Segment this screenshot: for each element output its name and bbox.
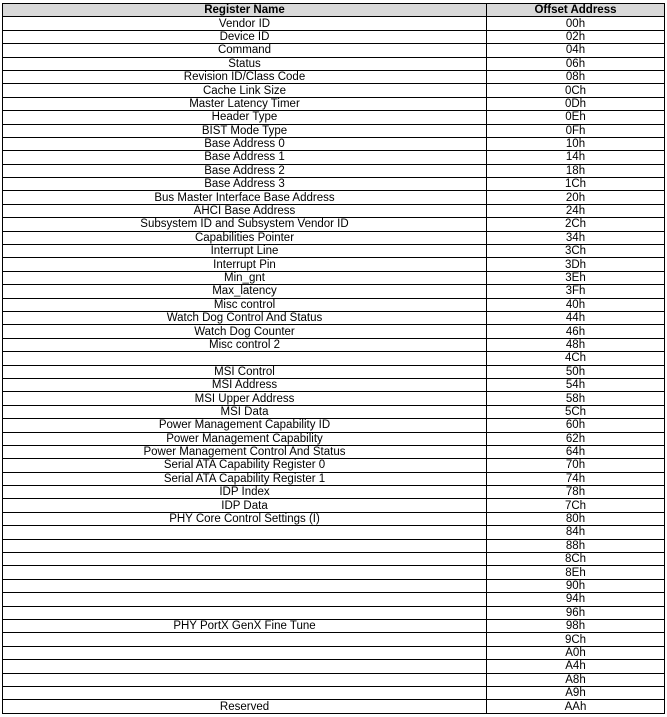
header-offset-address: Offset Address: [487, 4, 665, 17]
table-row: [3, 285, 665, 298]
table-row: [3, 70, 665, 83]
offset-address-cell: 00h: [487, 17, 665, 30]
offset-address-cell: 02h: [487, 30, 665, 43]
register-name-cell: AHCI Base Address: [3, 204, 487, 217]
register-name-cell: Bus Master Interface Base Address: [3, 191, 487, 204]
table-row: [3, 606, 665, 619]
offset-address-cell: 08h: [487, 70, 665, 83]
table-row: [3, 365, 665, 378]
table-row: [3, 57, 665, 70]
register-name-cell: Power Management Capability ID: [3, 419, 487, 432]
register-name-cell: [3, 566, 487, 579]
offset-address-cell: 0Fh: [487, 124, 665, 137]
table-row: [3, 660, 665, 673]
table-row: [3, 579, 665, 592]
offset-address-cell: A4h: [487, 660, 665, 673]
offset-address-cell: 4Ch: [487, 352, 665, 365]
offset-address-cell: A8h: [487, 673, 665, 686]
register-name-cell: [3, 660, 487, 673]
offset-address-cell: 8Eh: [487, 566, 665, 579]
offset-address-cell: 62h: [487, 432, 665, 445]
offset-address-cell: 80h: [487, 512, 665, 525]
offset-address-cell: 04h: [487, 44, 665, 57]
table-row: [3, 553, 665, 566]
register-name-cell: Reserved: [3, 700, 487, 713]
register-name-cell: Capabilities Pointer: [3, 231, 487, 244]
offset-address-cell: 24h: [487, 204, 665, 217]
offset-address-cell: 48h: [487, 338, 665, 351]
table-row: [3, 231, 665, 244]
table-row: [3, 700, 665, 713]
offset-address-cell: 40h: [487, 298, 665, 311]
register-name-cell: Serial ATA Capability Register 1: [3, 472, 487, 485]
register-name-cell: [3, 686, 487, 699]
table-row: [3, 298, 665, 311]
table-row: [3, 191, 665, 204]
register-name-cell: [3, 553, 487, 566]
offset-address-cell: 3Ch: [487, 245, 665, 258]
offset-address-cell: 7Ch: [487, 499, 665, 512]
register-name-cell: Base Address 2: [3, 164, 487, 177]
offset-address-cell: 58h: [487, 392, 665, 405]
register-name-cell: MSI Data: [3, 405, 487, 418]
offset-address-cell: 8Ch: [487, 553, 665, 566]
register-name-cell: Base Address 0: [3, 137, 487, 150]
table-row: [3, 178, 665, 191]
table-row: [3, 30, 665, 43]
register-name-cell: Interrupt Line: [3, 245, 487, 258]
table-row: [3, 405, 665, 418]
table-row: [3, 432, 665, 445]
offset-address-cell: 5Ch: [487, 405, 665, 418]
table-row: [3, 258, 665, 271]
register-name-cell: Vendor ID: [3, 17, 487, 30]
register-name-cell: Base Address 3: [3, 178, 487, 191]
register-name-cell: [3, 606, 487, 619]
register-name-cell: IDP Index: [3, 486, 487, 499]
register-table-body: [3, 17, 665, 713]
table-row: [3, 245, 665, 258]
table-row: [3, 352, 665, 365]
table-row: [3, 459, 665, 472]
table-row: [3, 539, 665, 552]
table-row: [3, 338, 665, 351]
register-name-cell: [3, 539, 487, 552]
table-row: [3, 17, 665, 30]
register-name-cell: Header Type: [3, 111, 487, 124]
offset-address-cell: 46h: [487, 325, 665, 338]
table-row: [3, 44, 665, 57]
register-name-cell: Power Management Control And Status: [3, 445, 487, 458]
offset-address-cell: 0Ch: [487, 84, 665, 97]
offset-address-cell: 54h: [487, 378, 665, 391]
register-name-cell: [3, 352, 487, 365]
offset-address-cell: 94h: [487, 593, 665, 606]
offset-address-cell: 3Eh: [487, 271, 665, 284]
table-row: [3, 392, 665, 405]
register-name-cell: PHY Core Control Settings (I): [3, 512, 487, 525]
table-row: [3, 619, 665, 632]
offset-address-cell: A9h: [487, 686, 665, 699]
table-row: [3, 111, 665, 124]
offset-address-cell: 98h: [487, 619, 665, 632]
offset-address-cell: 20h: [487, 191, 665, 204]
register-table: [2, 3, 665, 714]
register-name-cell: [3, 633, 487, 646]
register-name-cell: IDP Data: [3, 499, 487, 512]
offset-address-cell: 14h: [487, 151, 665, 164]
table-row: [3, 325, 665, 338]
register-name-cell: [3, 526, 487, 539]
table-row: [3, 499, 665, 512]
register-name-cell: Status: [3, 57, 487, 70]
register-name-cell: Interrupt Pin: [3, 258, 487, 271]
table-row: [3, 151, 665, 164]
offset-address-cell: 3Fh: [487, 285, 665, 298]
table-row: [3, 378, 665, 391]
table-row: [3, 311, 665, 324]
register-name-cell: [3, 579, 487, 592]
offset-address-cell: 10h: [487, 137, 665, 150]
offset-address-cell: 0Eh: [487, 111, 665, 124]
table-row: [3, 472, 665, 485]
table-row: [3, 646, 665, 659]
table-row: [3, 84, 665, 97]
register-name-cell: MSI Upper Address: [3, 392, 487, 405]
offset-address-cell: 74h: [487, 472, 665, 485]
offset-address-cell: 70h: [487, 459, 665, 472]
table-row: [3, 526, 665, 539]
offset-address-cell: 84h: [487, 526, 665, 539]
table-row: [3, 593, 665, 606]
register-name-cell: Base Address 1: [3, 151, 487, 164]
register-name-cell: Serial ATA Capability Register 0: [3, 459, 487, 472]
register-name-cell: Watch Dog Counter: [3, 325, 487, 338]
offset-address-cell: 06h: [487, 57, 665, 70]
table-row: [3, 686, 665, 699]
register-name-cell: Misc control 2: [3, 338, 487, 351]
table-row: [3, 204, 665, 217]
register-name-cell: [3, 673, 487, 686]
register-name-cell: Min_gnt: [3, 271, 487, 284]
register-name-cell: PHY PortX GenX Fine Tune: [3, 619, 487, 632]
table-row: [3, 218, 665, 231]
offset-address-cell: 18h: [487, 164, 665, 177]
table-row: [3, 445, 665, 458]
offset-address-cell: A0h: [487, 646, 665, 659]
table-row: [3, 164, 665, 177]
offset-address-cell: 9Ch: [487, 633, 665, 646]
offset-address-cell: 2Ch: [487, 218, 665, 231]
offset-address-cell: 88h: [487, 539, 665, 552]
register-name-cell: Command: [3, 44, 487, 57]
offset-address-cell: 0Dh: [487, 97, 665, 110]
register-name-cell: MSI Control: [3, 365, 487, 378]
table-row: [3, 271, 665, 284]
offset-address-cell: 34h: [487, 231, 665, 244]
table-row: [3, 512, 665, 525]
table-row: [3, 97, 665, 110]
offset-address-cell: AAh: [487, 700, 665, 713]
offset-address-cell: 90h: [487, 579, 665, 592]
register-name-cell: BIST Mode Type: [3, 124, 487, 137]
register-name-cell: [3, 593, 487, 606]
register-name-cell: Subsystem ID and Subsystem Vendor ID: [3, 218, 487, 231]
offset-address-cell: 60h: [487, 419, 665, 432]
register-name-cell: MSI Address: [3, 378, 487, 391]
table-row: [3, 137, 665, 150]
register-name-cell: Misc control: [3, 298, 487, 311]
header-register-name: Register Name: [3, 4, 487, 17]
register-name-cell: Watch Dog Control And Status: [3, 311, 487, 324]
register-name-cell: Revision ID/Class Code: [3, 70, 487, 83]
table-row: [3, 633, 665, 646]
offset-address-cell: 96h: [487, 606, 665, 619]
register-name-cell: Power Management Capability: [3, 432, 487, 445]
offset-address-cell: 1Ch: [487, 178, 665, 191]
table-row: [3, 673, 665, 686]
register-name-cell: Device ID: [3, 30, 487, 43]
table-row: [3, 566, 665, 579]
register-name-cell: [3, 646, 487, 659]
register-name-cell: Max_latency: [3, 285, 487, 298]
offset-address-cell: 3Dh: [487, 258, 665, 271]
table-row: [3, 486, 665, 499]
offset-address-cell: 64h: [487, 445, 665, 458]
offset-address-cell: 78h: [487, 486, 665, 499]
table-row: [3, 124, 665, 137]
offset-address-cell: 50h: [487, 365, 665, 378]
offset-address-cell: 44h: [487, 311, 665, 324]
register-name-cell: Master Latency Timer: [3, 97, 487, 110]
table-header-row: [3, 4, 665, 17]
register-name-cell: Cache Link Size: [3, 84, 487, 97]
table-row: [3, 419, 665, 432]
